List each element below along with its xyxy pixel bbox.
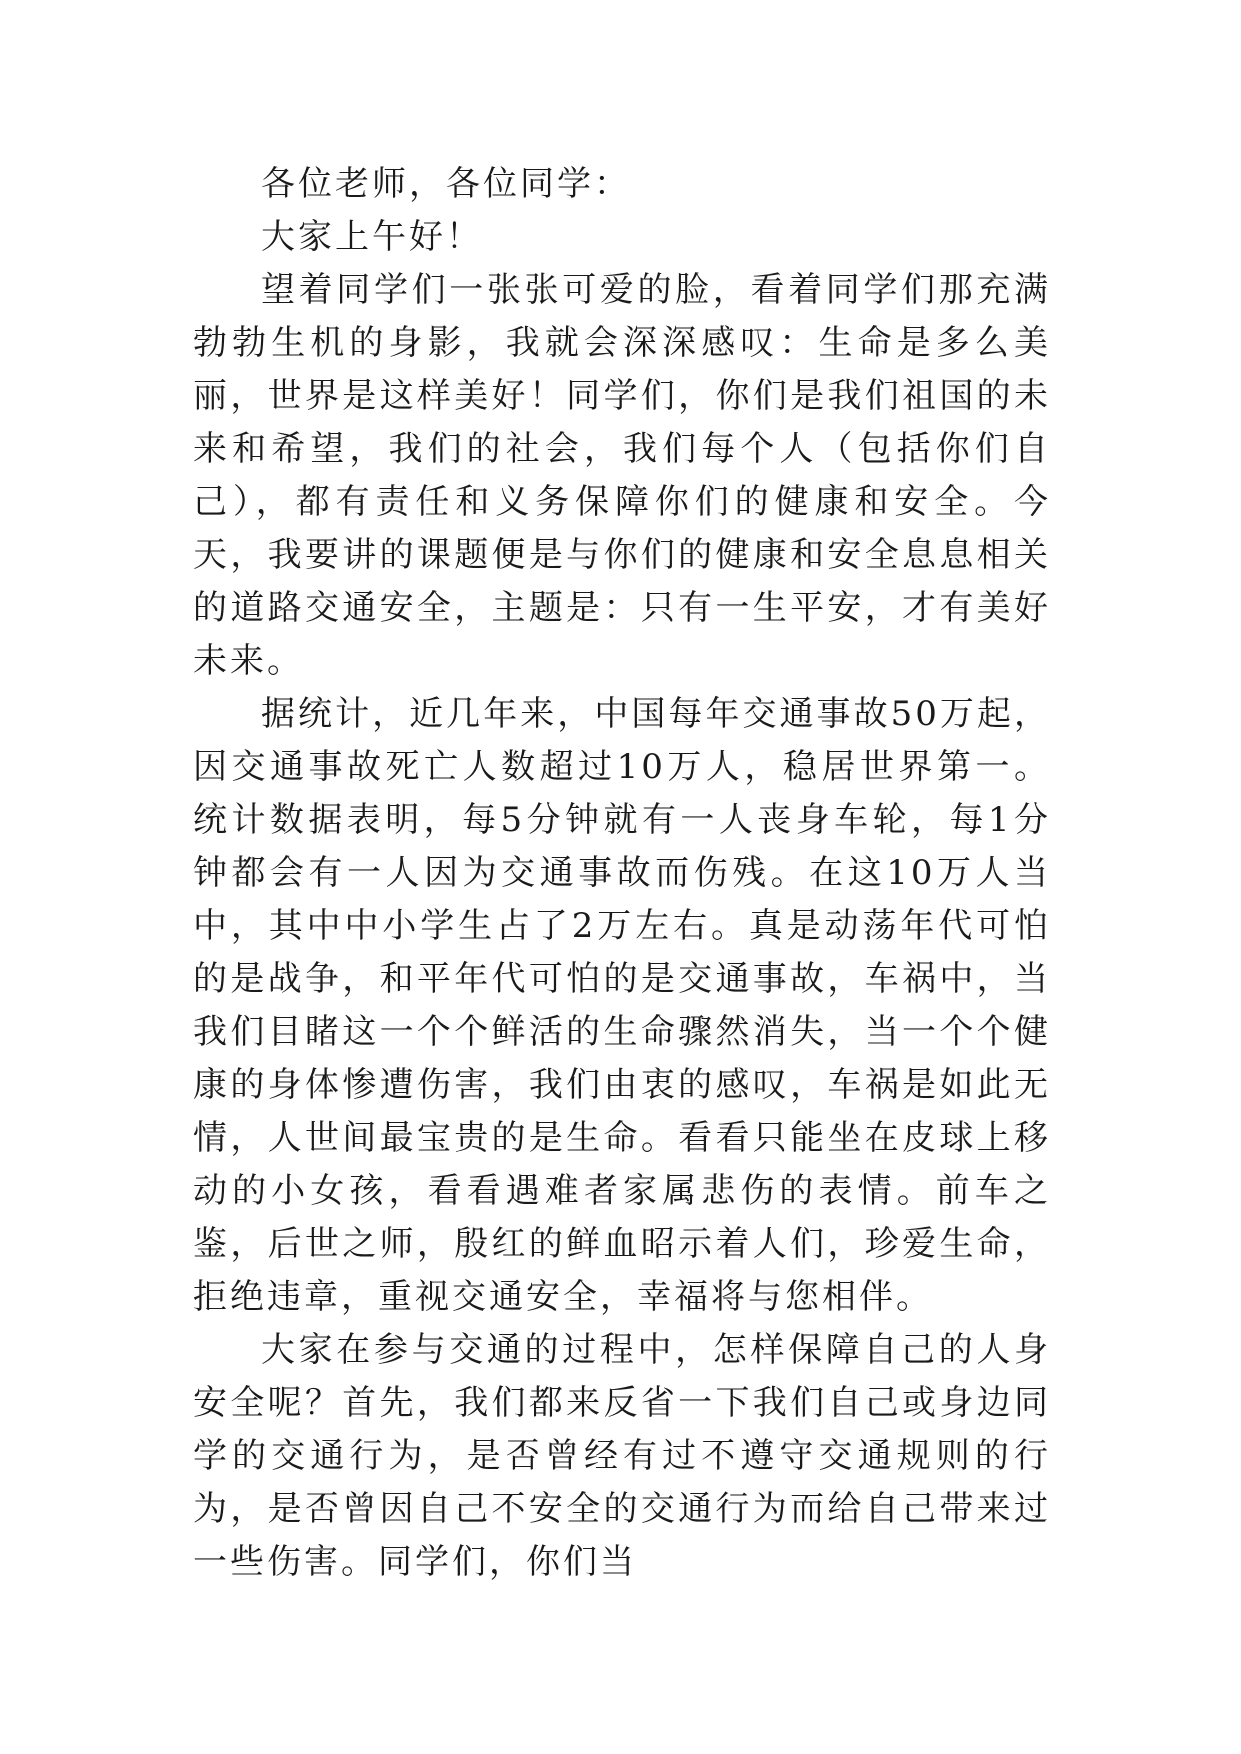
statistics-paragraph: 据统计，近几年来，中国每年交通事故50万起，因交通事故死亡人数超过10万人，稳居世界第一。统计数据表明，每5分钟就有一人丧身车轮，每1分钟都会有一人因为交通事故而伤残。在这10万人当中，其中中小学生占了2万左右。真是动荡年代可怕的是战争，和平年代可怕的是交通事故，车祸中，当我们目睹这一个个鲜活的生命骤然消失，当一个个健康的身体惨遭伤害，我们由衷的感叹，车祸是如此无情，人世间最宝贵的是生命。看看只能坐在皮球上移动的小女孩，看看遇难者家属悲伤的表情。前车之鉴，后世之师，殷红的鲜血昭示着人们，珍爱生命，拒绝违章，重视交通安全，幸福将与您相伴。 <box>193 694 1051 1317</box>
speech-body <box>193 158 1051 1589</box>
salutation-paragraph: 各位老师，各位同学： <box>261 164 631 204</box>
intro-paragraph: 望着同学们一张张可爱的脸，看着同学们那充满勃勃生机的身影，我就会深深感叹：生命是多么美丽，世界是这样美好！同学们，你们是我们祖国的未来和希望，我们的社会，我们每个人（包括你们自己），都有责任和义务保障你们的健康和安全。今天，我要讲的课题便是与你们的健康和安全息息相关的道路交通安全，主题是：只有一生平安，才有美好未来。 <box>193 270 1051 681</box>
safety-paragraph: 大家在参与交通的过程中，怎样保障自己的人身安全呢？首先，我们都来反省一下我们自己或身边同学的交通行为，是否曾经有过不遵守交通规则的行为，是否曾因自己不安全的交通行为而给自己带来过一些伤害。同学们，你们当 <box>193 1330 1051 1582</box>
greeting-paragraph: 大家上午好！ <box>261 217 483 257</box>
